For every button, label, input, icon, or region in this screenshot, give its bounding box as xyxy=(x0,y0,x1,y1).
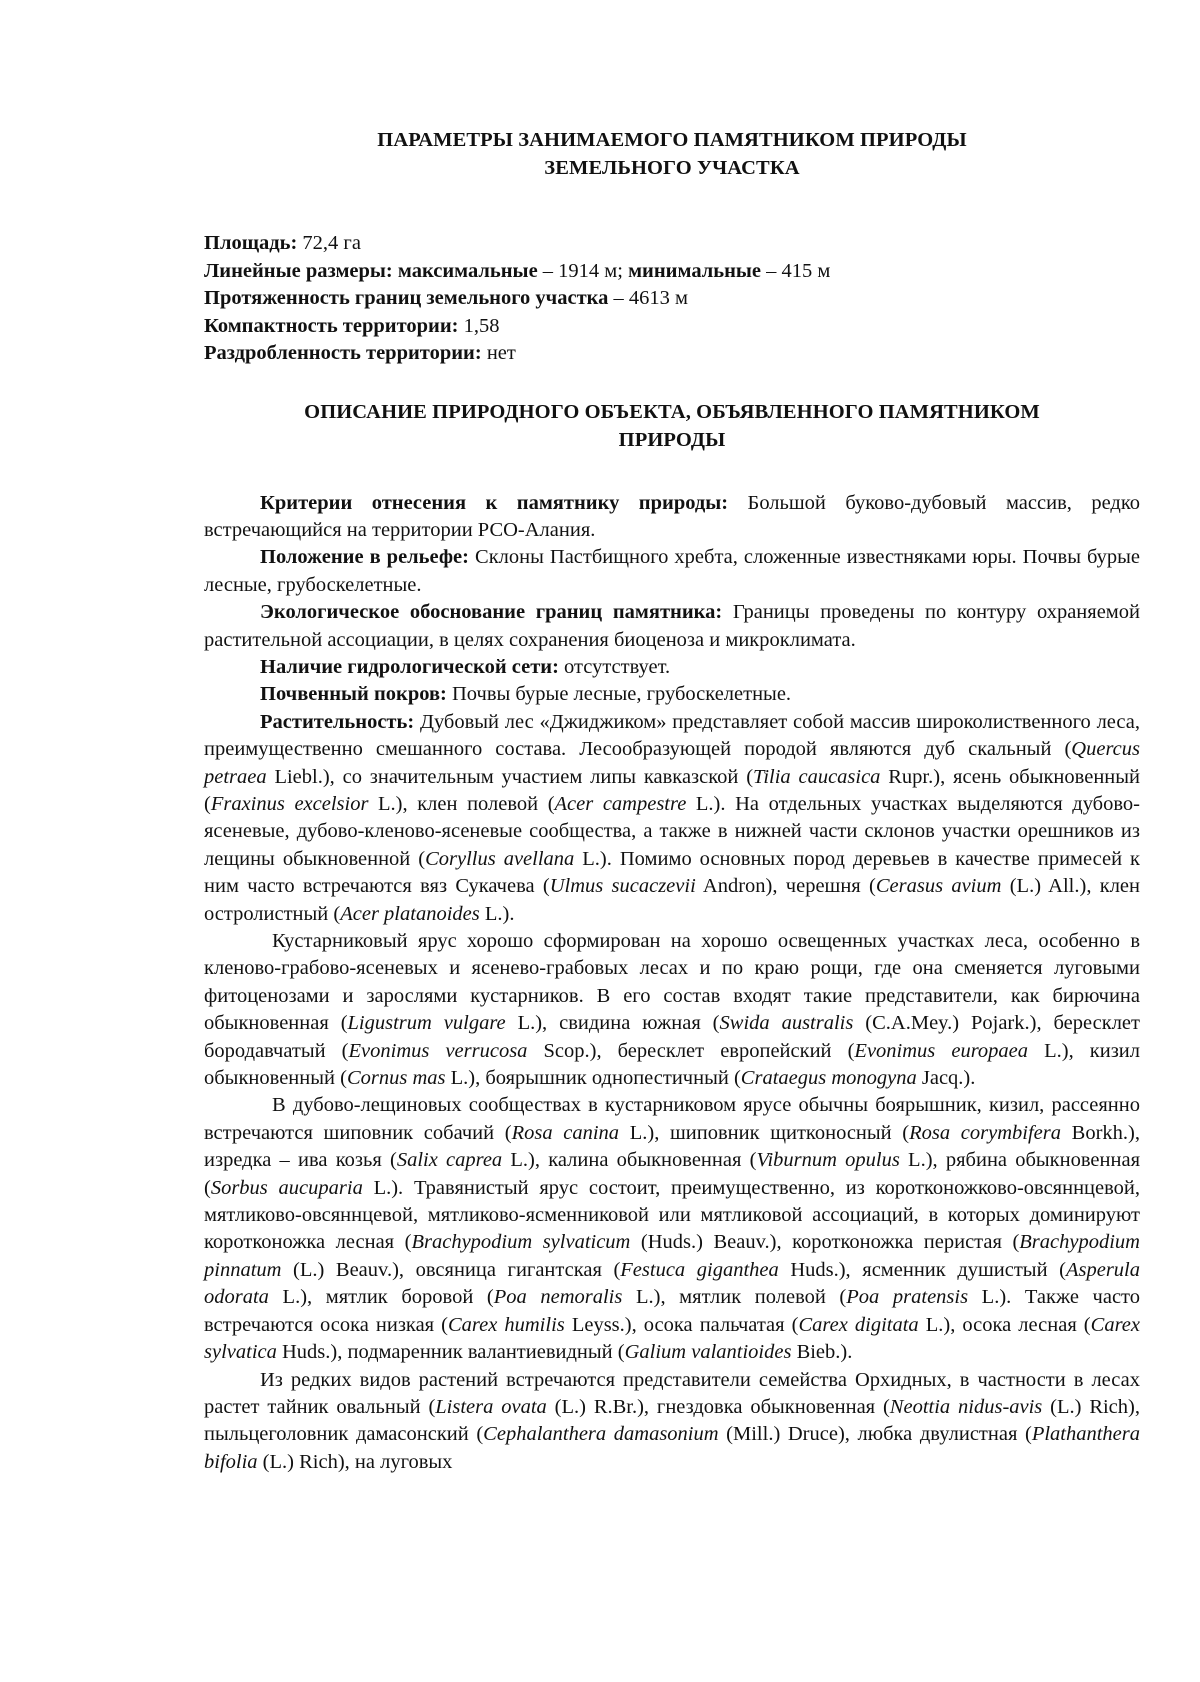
param-boundary xyxy=(204,285,1140,313)
param-label: Раздробленность территории: xyxy=(204,342,482,364)
param-label: Площадь: xyxy=(204,232,298,254)
paragraph-vegetation: Растительность: Дубовый лес «Джиджиком» представляет собой массив широколиственного леса, преимущественно смешанного состава. Лесообразующей породой являются дуб скальный (Quercus petraea Liebl.), со значительным участием липы кавказской (Tilia caucasica Rupr.), ясень обыкновенный (Fraxinus excelsior L.), клен полевой (Acer campestre L.). На отдельных участках выделяются дубово-ясеневые, дубово-кленово-ясеневые сообщества, а также в нижней части склонов участки орешников из лещины обыкновенной (Coryllus avellana L.). Помимо основных пород деревьев в качестве примесей к ним часто встречаются вяз Сукачева (Ulmus sucaczevii Andron), черешня (Cerasus avium (L.) All.), клен остролистный (Acer platanoides L.). xyxy=(204,710,1140,925)
species-name: Cerasus avium xyxy=(875,875,1002,898)
title-line: ОПИСАНИЕ ПРИРОДНОГО ОБЪЕКТА, ОБЪЯВЛЕННОГО ПАМЯТНИКОМ xyxy=(304,400,1040,423)
paragraph-ecology xyxy=(204,599,1140,654)
paragraph-soil xyxy=(204,681,1140,708)
paragraph-label: Положение в рельефе: xyxy=(260,546,469,569)
species-name: Tilia caucasica xyxy=(753,765,881,788)
paragraph-criteria xyxy=(204,490,1140,545)
paragraph-label: Почвенный покров: xyxy=(260,683,447,706)
paragraph-text: отсутствует. xyxy=(558,655,671,678)
species-name: Poa nemoralis xyxy=(493,1286,623,1309)
species-name: Cornus mas xyxy=(346,1067,446,1090)
description-body xyxy=(204,490,1140,1477)
paragraph-label: Экологическое обоснование границ памятника: xyxy=(260,601,723,624)
param-label: Протяженность границ земельного участка xyxy=(204,287,609,309)
section-title-parameters xyxy=(204,126,1140,182)
species-name: Brachypodium pinnatum xyxy=(204,1231,1140,1281)
species-name: Fraxinus excelsior xyxy=(210,792,369,815)
species-name: Swida australis xyxy=(719,1012,854,1035)
paragraph-label: Растительность: xyxy=(260,710,415,733)
species-name: Carex sylvatica xyxy=(204,1313,1140,1364)
param-value: 1,58 xyxy=(458,314,500,337)
param-value: нет xyxy=(481,342,516,364)
species-name: Brachypodium sylvaticum xyxy=(411,1231,631,1254)
param-label: Компактность территории: xyxy=(204,314,459,337)
paragraph-label: Критерии отнесения к памятнику природы: xyxy=(260,491,729,514)
species-name: Acer campestre xyxy=(554,792,687,815)
paragraph-text: Большой буково-дубовый массив, редко встречающийся на территории РСО-Алания. xyxy=(204,491,1140,541)
species-name: Crataegus monogyna xyxy=(740,1067,917,1090)
param-area xyxy=(204,230,1140,258)
species-name: Asperula odorata xyxy=(204,1258,1140,1309)
param-fragmentation xyxy=(204,340,1140,368)
species-name: Coryllus avellana xyxy=(425,847,575,870)
species-name: Viburnum opulus xyxy=(756,1149,900,1172)
species-name: Evonimus europaea xyxy=(854,1039,1029,1062)
title-line: ЗЕМЕЛЬНОГО УЧАСТКА xyxy=(544,157,800,179)
species-name: Listera ovata xyxy=(435,1395,547,1418)
param-value: – 415 м xyxy=(761,259,831,282)
species-name: Acer platanoides xyxy=(340,902,480,925)
species-name: Festuca giganthea xyxy=(620,1258,779,1281)
param-value: – 4613 м xyxy=(608,287,689,309)
species-name: Neottia nidus-avis xyxy=(889,1395,1043,1418)
param-value: – 1914 м; xyxy=(537,259,629,282)
species-name: Salix caprea xyxy=(396,1149,503,1172)
paragraph-relief xyxy=(204,544,1140,599)
species-name: Ligustrum vulgare xyxy=(347,1012,506,1035)
title-line: ПАРАМЕТРЫ ЗАНИМАЕМОГО ПАМЯТНИКОМ ПРИРОДЫ xyxy=(377,129,967,151)
parameters-list xyxy=(204,230,1140,368)
param-value: 72,4 га xyxy=(297,232,361,254)
paragraph-hydrology xyxy=(204,654,1140,681)
param-compact xyxy=(204,313,1140,341)
section-title-description xyxy=(204,398,1140,454)
paragraph-text: Склоны Пастбищного хребта, сложенные известняками юры. Почвы бурые лесные, грубоскелетные. xyxy=(204,546,1141,596)
param-label: Линейные размеры: максимальные xyxy=(204,259,538,282)
paragraph-label: Наличие гидрологической сети: xyxy=(260,655,559,678)
species-name: Poa pratensis xyxy=(846,1286,969,1309)
species-name: Cephalanthera damasonium xyxy=(483,1423,719,1446)
species-name: Quercus petraea xyxy=(204,738,1140,788)
species-name: Plathanthera bifolia xyxy=(204,1423,1140,1473)
param-label: минимальные xyxy=(628,259,762,282)
paragraph-oak-hazel: В дубово-лещиновых сообществах в кустарниковом ярусе обычны боярышник, кизил, рассеянно встречаются шиповник собачий (Rosa canina L.), шиповник щитконосный (Rosa corymbifera Borkh.), изредка – ива козья (Salix caprea L.), калина обыкновенная (Viburnum opulus L.), рябина обыкновенная (Sorbus aucuparia L.). Травянистый ярус состоит, преимущественно, из коротконожково-овсяннцевой, мятликово-овсяннцевой, мятликово-ясменниковой или мятликовой ассоциаций, в которых доминируют коротконожка лесная (Brachypodium sylvaticum (Huds.) Beauv.), коротконожка перистая (Brachypodium pinnatum (L.) Beauv.), овсяница гигантская (Festuca giganthea Huds.), ясменник душистый (Asperula odorata L.), мятлик боровой (Poa nemoralis L.), мятлик полевой (Poa pratensis L.). Также часто встречаются осока низкая (Carex humilis Leyss.), осока пальчатая (Carex digitata L.), осока лесная (Carex sylvatica Huds.), подмаренник валантиевидный (Galium valantioides Bieb.). xyxy=(204,1094,1141,1364)
species-name: Rosa canina xyxy=(511,1121,620,1144)
species-name: Ulmus sucaczevii xyxy=(549,875,696,898)
paragraph-shrub-layer: Кустарниковый ярус хорошо сформирован на хорошо освещенных участках леса, особенно в кленово-грабово-ясеневых и ясенево-грабовых лесах и по краю рощи, где она сменяется луговыми фитоценозами и зарослями кустарников. В его состав входят такие представители, как бирючина обыкновенная (Ligustrum vulgare L.), свидина южная (Swida australis (C.A.Mey.) Pojark.), бересклет бородавчатый (Evonimus verrucosa Scop.), бересклет европейский (Evonimus europaea L.), кизил обыкновенный (Cornus mas L.), боярышник однопестичный (Crataegus monogyna Jacq.). xyxy=(204,930,1140,1090)
paragraph-text: Границы проведены по контуру охраняемой растительной ассоциации, в целях сохранения биоценоза и микроклимата. xyxy=(204,601,1140,651)
paragraph-rare-species: Из редких видов растений встречаются представители семейства Орхидных, в частности в лесах растет тайник овальный (Listera ovata (L.) R.Br.), гнездовка обыкновенная (Neottia nidus-avis (L.) Rich), пыльцеголовник дамасонский (Cephalanthera damasonium (Mill.) Druce), любка двулистная (Plathanthera bifolia (L.) Rich), на луговых xyxy=(204,1368,1140,1473)
title-line: ПРИРОДЫ xyxy=(618,428,726,451)
param-linear xyxy=(204,258,1140,286)
species-name: Rosa corymbifera xyxy=(909,1121,1062,1144)
species-name: Carex humilis xyxy=(447,1313,565,1336)
species-name: Carex digitata xyxy=(798,1313,919,1336)
species-name: Galium valantioides xyxy=(624,1341,792,1364)
paragraph-text: Почвы бурые лесные, грубоскелетные. xyxy=(446,683,792,706)
species-name: Evonimus verrucosa xyxy=(348,1039,528,1062)
species-name: Sorbus aucuparia xyxy=(210,1176,363,1199)
